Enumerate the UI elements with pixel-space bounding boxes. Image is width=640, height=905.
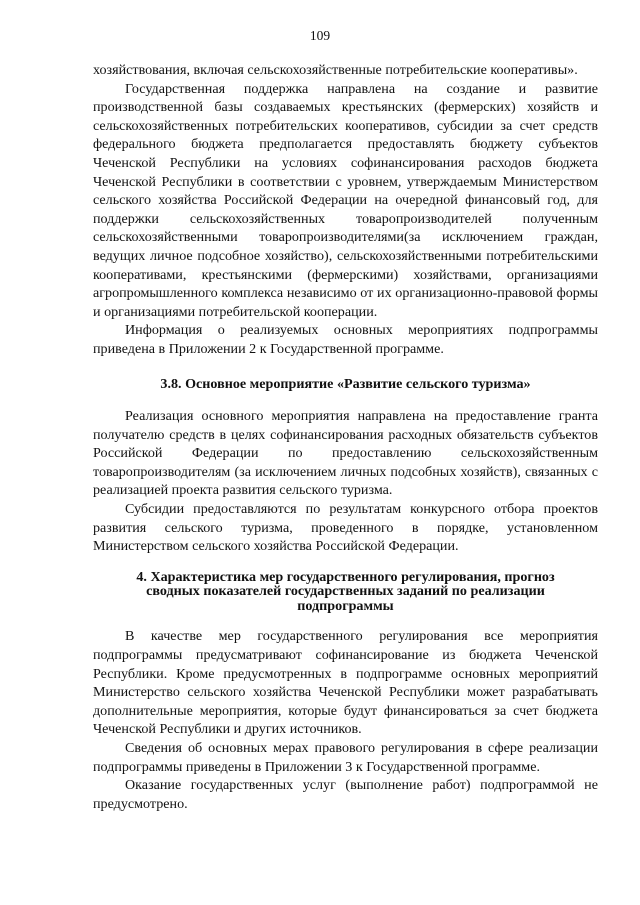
paragraph-legal-regulation-info: Сведения об основных мерах правового регулирования в сфере реализации подпрограммы приведены в Приложении 3 к Государственной программе. [93, 739, 598, 775]
section-4-heading-line-2: сводных показателей государственных заданий по реализации [146, 583, 545, 600]
document-body [93, 61, 598, 813]
paragraph-regulation-measures: В качестве мер государственного регулирования все мероприятия подпрограммы предусматривают софинансирование из бюджета Чеченской Республики. Кроме предусмотренных в подпрограмме основных мероприятий Министерство сельского хозяйства Чеченской Республики может разрабатывать дополнительные мероприятия, которые будут финансироваться за счет бюджета Чеченской Республики и других источников. [93, 628, 598, 738]
paragraph-appendix-2-info: Информация о реализуемых основных мероприятиях подпрограммы приведена в Приложении 2 к Государственной программе. [93, 322, 598, 357]
paragraph-rural-tourism-grant: Реализация основного мероприятия направлена на предоставление гранта получателю средств в целях софинансирования расходных обязательств субъектов Российской Федерации по предоставлению сельскохозяйственным товаропроизводителям (за исключением личных подсобных хозяйств), связанных с реализацией проекта развития сельского туризма. [93, 408, 598, 499]
section-3-8-heading: 3.8. Основное мероприятие «Развитие сельского туризма» [160, 375, 531, 392]
paragraph-state-services: Оказание государственных услуг (выполнение работ) подпрограммой не предусмотрено. [93, 777, 598, 812]
section-4-heading [93, 570, 598, 614]
section-4-heading-line-3: подпрограммы [297, 597, 394, 614]
section-4-heading-line-1: 4. Характеристика мер государственного регулирования, прогноз [136, 568, 555, 585]
paragraph-continuation: хозяйствования, включая сельскохозяйственные потребительские кооперативы». [93, 62, 578, 78]
paragraph-state-support: Государственная поддержка направлена на создание и развитие производственной базы создаваемых крестьянских (фермерских) хозяйств и сельскохозяйственных потребительских кооперативов, субсидии за счет средств федерального бюджета предполагается предоставлять бюджету субъектов Чеченской Республики на условиях софинансирования расходов бюджета Чеченской Республики в соответствии с уровнем, утверждаемым Министерством сельского хозяйства Российской Федерации на очередной финансовый год, для поддержки сельскохозяйственных товаропроизводителей полученным сельскохозяйственными товаропроизводителями(за исключением граждан, ведущих личное подсобное хозяйство), сельскохозяйственными потребительскими кооперативами, крестьянскими (фермерскими) хозяйствами, организациями агропромышленного комплекса независимо от их организационно-правовой формы и организациями потребительской кооперации. [93, 80, 598, 320]
paragraph-rural-tourism-subsidies: Субсидии предоставляются по результатам конкурсного отбора проектов развития сельского туризма, проведенного в порядке, установленном Министерством сельского хозяйства Российской Федерации. [93, 501, 598, 555]
page-number: 109 [309, 28, 331, 43]
